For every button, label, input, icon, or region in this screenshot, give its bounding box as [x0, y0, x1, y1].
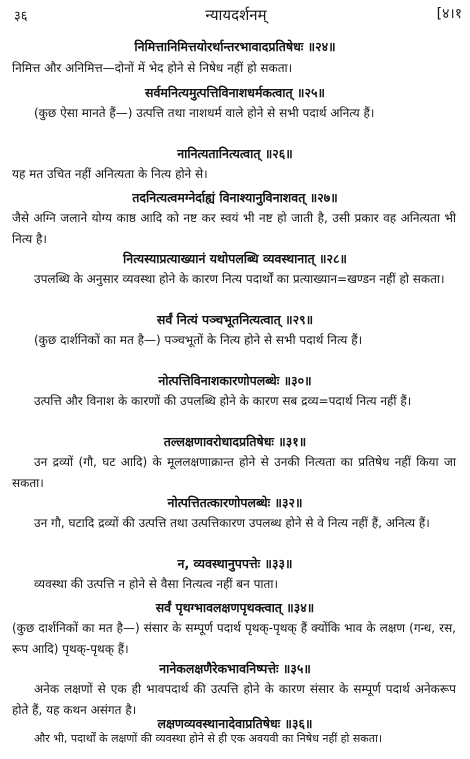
- sutra-31: तल्लक्षणावरोधादप्रतिषेधः ॥३१॥: [163, 434, 307, 449]
- commentary-26: यह मत उचित नहीं अनित्यता के नित्य होने से।: [12, 167, 208, 181]
- commentary-34: (कुछ दार्शनिकों का मत है—) संसार के सम्पूर्ण पदार्थ पृथक्-पृथक् हैं क्योंकि भाव के लक्षण (गन्ध, रस, रूप आदि) पृथक्-पृथक् हैं।: [12, 621, 456, 656]
- commentary-28: उपलब्धि के अनुसार व्यवस्था होने के कारण नित्य पदार्थों का प्रत्याख्यान=खण्डन नहीं हो सकता।: [34, 272, 445, 286]
- sutra-35: नानेकलक्षणैरेकभावनिष्पत्तेः ॥३५॥: [159, 661, 311, 676]
- commentary-29: (कुछ दार्शनिकों का मत है—) पञ्चभूतों के नित्य होने से सभी पदार्थ नित्य हैं।: [34, 333, 363, 347]
- sutra-33: न, व्यवस्थानुपपत्तेः ॥३३॥: [177, 556, 293, 571]
- sutra-32: नोत्पत्तितत्कारणोपलब्धेः ॥३२॥: [167, 495, 303, 510]
- sutra-25: सर्वमनित्यमुत्पत्तिविनाशधर्मकत्वात् ॥२५॥: [145, 85, 325, 100]
- commentary-35: अनेक लक्षणों से एक ही भावपदार्थ की उत्पत्ति होने के कारण संसार के सम्पूर्ण पदार्थ अनेकरूप होते हैं, यह कथन असंगत है।: [12, 682, 456, 717]
- commentary-36: और भी, पदार्थों के लक्षणों की व्यवस्था होने से ही एक अवयवी का निषेध नहीं हो सकता।: [34, 732, 383, 745]
- commentary-30: उत्पत्ति और विनाश के कारणों की उपलब्धि होने के कारण सब द्रव्य=पदार्थ नित्य नहीं हैं।: [34, 394, 412, 408]
- page-header: [10, 4, 462, 28]
- commentary-27: जैसे अग्नि जलाने योग्य काष्ठ आदि को नष्ट कर स्वयं भी नष्ट हो जाती है, उसी प्रकार वह अनित्यता भी नित्य है।: [12, 211, 456, 246]
- sutra-30: नोत्पत्तिविनाशकारणोपलब्धेः ॥३०॥: [158, 373, 312, 388]
- commentary-33: व्यवस्था की उत्पत्ति न होने से वैसा नित्यत्व नहीं बन पाता।: [34, 577, 279, 591]
- sutra-26: नानित्यतानित्यत्वात् ॥२६॥: [177, 146, 293, 161]
- sutra-34: सर्वं पृथग्भावलक्षणपृथक्त्वात् ॥३४॥: [155, 600, 315, 615]
- commentary-25: (कुछ ऐसा मानते हैं—) उत्पत्ति तथा नाशधर्म वाले होने से सभी पदार्थ अनित्य हैं।: [34, 106, 375, 120]
- sutra-29: सर्वं नित्यं पञ्चभूतनित्यत्वात् ॥२९॥: [156, 312, 314, 327]
- commentary-32: उन गौ, घटादि द्रव्यों की उत्पत्ति तथा उत्पत्तिकारण उपलब्ध होने से वे नित्य नहीं हैं, अनित्य हैं।: [34, 516, 430, 530]
- page-number: ३६: [14, 9, 28, 24]
- commentary-24: निमित्त और अनिमित्त—दोनों में भेद होने से निषेध नहीं हो सकता।: [12, 61, 293, 75]
- chapter-reference: [४।१: [436, 6, 462, 22]
- sutra-28: नित्यस्याप्रत्याख्यानं यथोपलब्धि व्यवस्थानात् ॥२८॥: [123, 251, 347, 266]
- running-title: न्यायदर्शनम्: [205, 6, 267, 24]
- sutra-24: निमित्तानिमित्तयोरर्थान्तरभावादप्रतिषेधः ॥२४॥: [134, 39, 336, 54]
- commentary-31: उन द्रव्यों (गौ, घट आदि) के मूललक्षणाक्रान्त होने से उनकी नित्यता का प्रतिषेध नहीं किया जा सकता।: [12, 455, 456, 490]
- sutra-27: तदनित्यत्वमग्नेर्दाह्यं विनाश्यानुविनाशवत् ॥२७॥: [132, 190, 338, 205]
- sutra-36: लक्षणव्यवस्थानादेवाप्रतिषेधः ॥३६॥: [157, 716, 313, 731]
